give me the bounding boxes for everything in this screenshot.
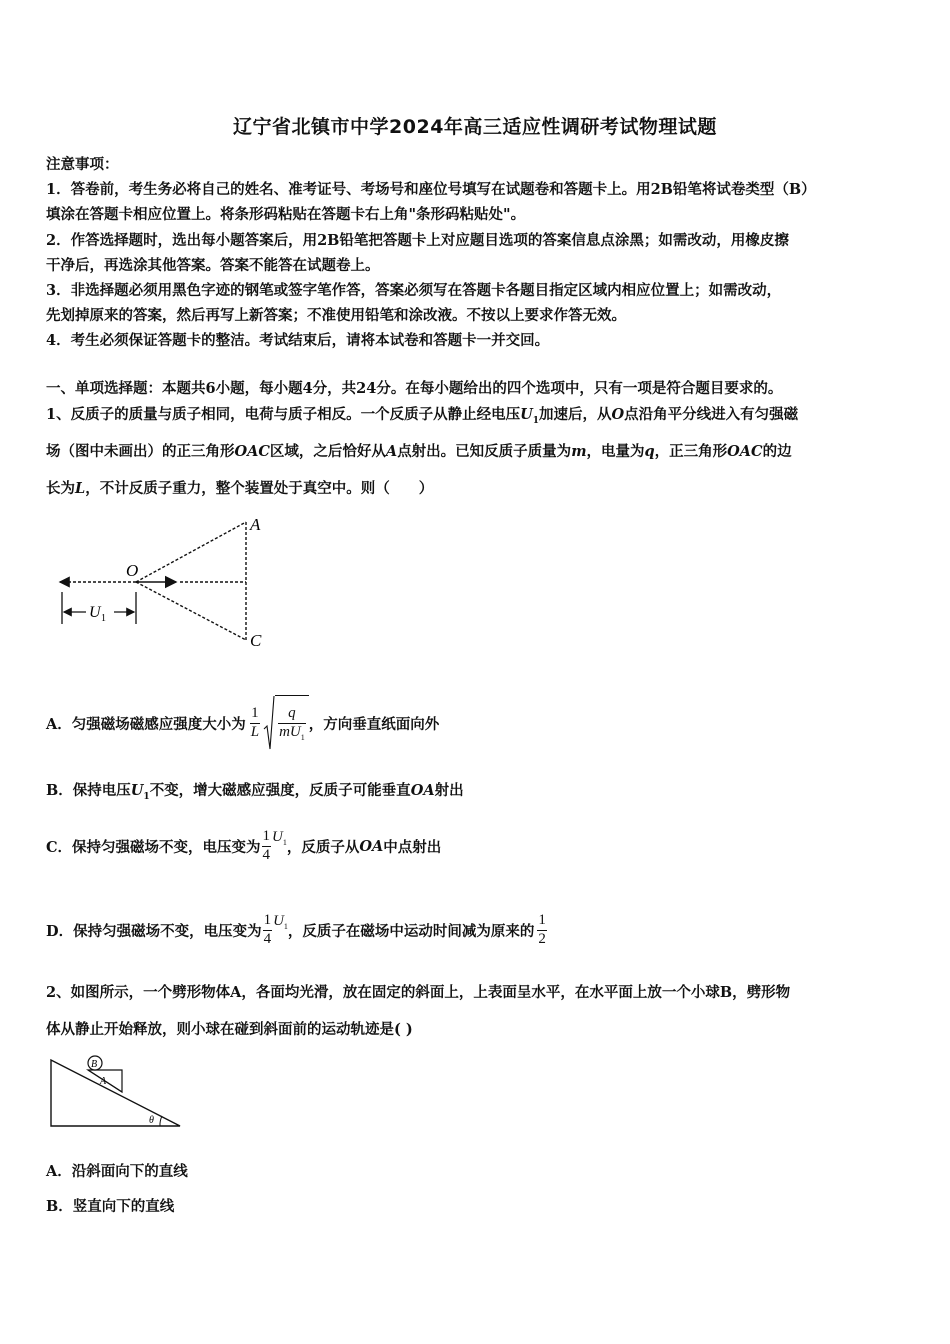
sqrt-expression: $\frac{q}{mU_1}$ — [263, 695, 309, 751]
q2-option-a[interactable]: A．沿斜面向下的直线 — [46, 1163, 188, 1180]
notice-line: 先划掉原来的答案，然后再写上新答案；不准使用铅笔和涂改液。不按以上要求作答无效。 — [46, 307, 626, 324]
question-1-line-1: 1、反质子的质量与质子相同，电荷与质子相反。一个反质子从静止经电压$U_1$加速后，从O点沿角平分线进入有匀强磁 — [46, 406, 799, 426]
notice-line: 4．考生必须保证答题卡的整洁。考试结束后，请将本试卷和答题卡一并交回。 — [46, 332, 550, 349]
voltage-label: U — [89, 604, 101, 621]
fraction-1-over-l: $\frac{1}{L}$ — [250, 705, 260, 740]
sqrt-sign-icon — [263, 695, 275, 751]
section-heading: 一、单项选择题：本题共6小题，每小题4分，共24分。在每小题给出的四个选项中，只有一项是符合题目要求的。 — [46, 380, 783, 397]
question-1-line-3: 长为L，不计反质子重力，整个装置处于真空中。则（ ） — [46, 480, 434, 497]
option-c[interactable]: C．保持匀强磁场不变，电压变为 $\frac{1}{4}$ $U_1$ ，反质子从 OA 中点射出 — [46, 828, 442, 863]
option-d[interactable]: D．保持匀强磁场不变，电压变为 $\frac{1}{4}$ $U_1$ ，反质子在磁场中运动时间减为原来的 $\frac{1}{2}$ — [46, 912, 546, 947]
question-2-line-1: 2、如图所示，一个劈形物体A，各面均光滑，放在固定的斜面上，上表面呈水平，在水平面上放一个小球B，劈形物 — [46, 984, 791, 1001]
notice-line: 1．答卷前，考生务必将自己的姓名、准考证号、考场号和座位号填写在试题卷和答题卡上。用2B铅笔将试卷类型（B） — [46, 181, 816, 198]
theta-label: θ — [149, 1115, 154, 1126]
wedge-a-label: A — [100, 1076, 107, 1087]
point-c-label: C — [250, 631, 262, 650]
fraction-1-over-2: $\frac{1}{2}$ — [538, 912, 546, 947]
notice-heading: 注意事项： — [46, 156, 119, 173]
notice-line: 2．作答选择题时，选出每小题答案后，用2B铅笔把答题卡上对应题目选项的答案信息点涂黑；如需改动，用橡皮擦 — [46, 232, 789, 249]
point-o-label: O — [126, 561, 139, 580]
fraction-1-over-4: $\frac{1}{4}$ — [263, 912, 272, 947]
option-b[interactable]: B．保持电压$U_1$不变，增大磁感应强度，反质子可能垂直OA射出 — [46, 782, 464, 802]
fraction-1-over-4: $\frac{1}{4}$ — [262, 828, 271, 863]
q2-option-b[interactable]: B．竖直向下的直线 — [46, 1198, 175, 1215]
page-title: 辽宁省北镇市中学2024年高三适应性调研考试物理试题 — [233, 116, 717, 138]
option-a[interactable]: A．匀强磁场磁感应强度大小为 $\frac{1}{L}$ $\frac{q}{mU_1}$ ，方向垂直纸面向外 — [46, 693, 439, 753]
ball-b-label: B — [91, 1059, 98, 1070]
wedge-incline-figure — [48, 1050, 188, 1132]
question-2-line-2: 体从静止开始释放，则小球在碰到斜面前的运动轨迹是( ) — [46, 1021, 413, 1038]
question-1-line-2: 场（图中未画出）的正三角形OAC区域，之后恰好从A点射出。已知反质子质量为m，电量为q，正三角形OAC的边 — [46, 443, 792, 460]
voltage-subscript: 1 — [101, 613, 106, 624]
point-a-label: A — [250, 515, 261, 534]
notice-line: 3．非选择题必须用黑色字迹的钢笔或签字笔作答，答案必须写在答题卡各题目指定区域内相应位置上；如需改动， — [46, 282, 782, 299]
notice-line: 干净后，再选涂其他答案。答案不能答在试题卷上。 — [46, 257, 380, 274]
notice-line: 填涂在答题卡相应位置上。将条形码粘贴在答题卡右上角"条形码粘贴处"。 — [46, 206, 526, 223]
triangle-field-figure — [48, 512, 278, 652]
